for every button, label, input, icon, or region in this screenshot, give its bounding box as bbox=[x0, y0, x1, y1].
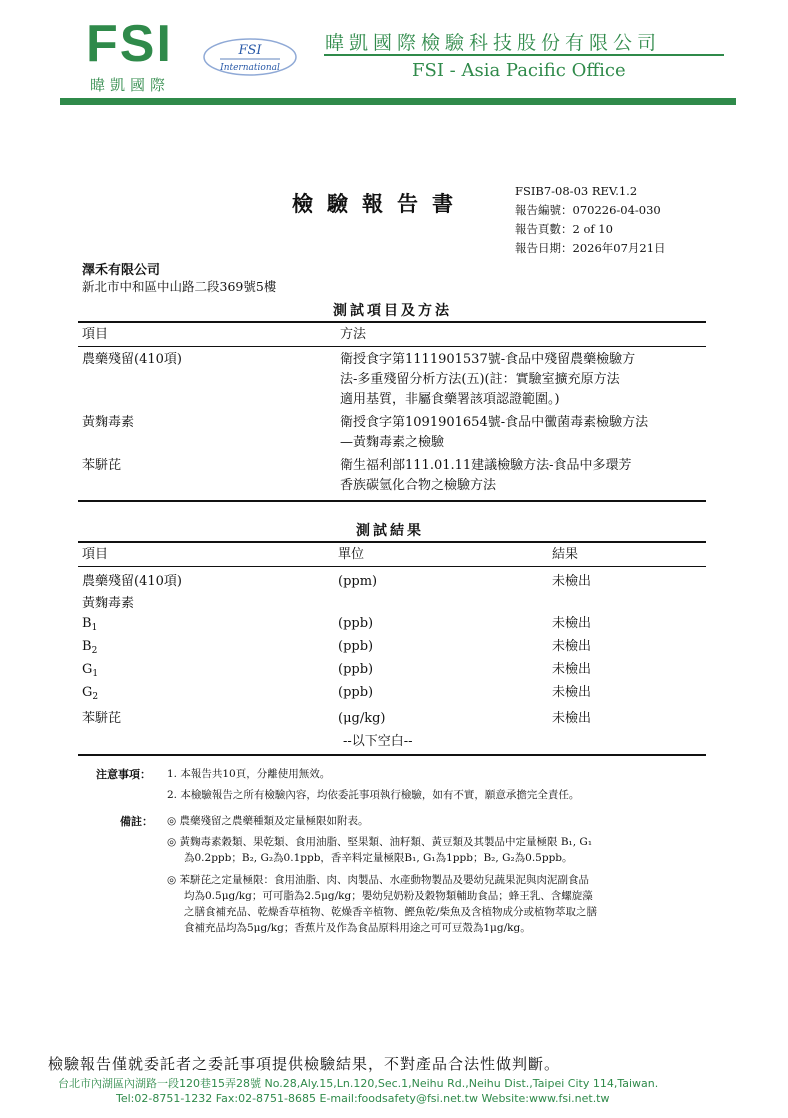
remark-aflatoxin-line-1: ◎ 黃麴毒素穀類、果乾類、食用油脂、堅果類、油籽類、黃豆類及其製品中定量極限 B₁, G₁ bbox=[167, 836, 593, 848]
methods-method-pesticide-2: 法-多重殘留分析方法(五)(註：實驗室擴充原方法 bbox=[340, 372, 620, 387]
methods-item-pesticide: 農藥殘留(410項) bbox=[82, 352, 182, 367]
results-item-b1: $B_1$ bbox=[82, 616, 98, 633]
results-header-item: 項目 bbox=[82, 547, 109, 562]
results-bottom-rule bbox=[78, 754, 706, 756]
results-item-g1: $G_1$ bbox=[82, 662, 99, 679]
intl-logo-bottom: International bbox=[220, 63, 280, 73]
results-unit-g1: (ppb) bbox=[338, 662, 374, 677]
results-item-benzopyrene: 苯駢芘 bbox=[82, 711, 122, 726]
company-name-chinese: 暐凱國際檢驗科技股份有限公司 bbox=[325, 32, 662, 54]
header-bar bbox=[60, 98, 736, 105]
methods-top-rule bbox=[78, 321, 706, 323]
results-unit-g2: (ppb) bbox=[338, 685, 374, 700]
methods-method-benzopyrene-1: 衛生福利部111.01.11建議檢驗方法-食品中多環芳 bbox=[340, 458, 632, 473]
results-value-b2: 未檢出 bbox=[552, 639, 592, 654]
company-name-english: FSI - Asia Pacific Office bbox=[412, 60, 626, 81]
results-item-b2: $B_2$ bbox=[82, 639, 98, 656]
report-pages: 報告頁數：2 of 10 bbox=[515, 222, 613, 236]
footer-contact: Tel:02-8751-1232 Fax:02-8751-8685 E-mail:foodsafety@fsi.net.tw Website:www.fsi.net.tw bbox=[116, 1092, 610, 1105]
remarks-label: 備註： bbox=[120, 815, 153, 828]
methods-header-item: 項目 bbox=[82, 327, 109, 342]
header-divider bbox=[324, 54, 724, 56]
footer-address: 台北市內湖區內湖路一段120巷15弄28號 No.28,Aly.15,Ln.120,Sec.1,Neihu Rd.,Neihu Dist.,Taipei City 114,Taiwan. bbox=[58, 1077, 659, 1090]
note-item-1: 1. 本報告共10頁，分離使用無效。 bbox=[167, 768, 331, 780]
methods-section-title: 測試項目及方法 bbox=[333, 303, 452, 319]
methods-header-method: 方法 bbox=[340, 327, 367, 342]
methods-bottom-rule bbox=[78, 500, 706, 502]
results-value-benzopyrene: 未檢出 bbox=[552, 711, 592, 726]
results-item-aflatoxin: 黃麴毒素 bbox=[82, 596, 135, 611]
intl-logo-top: FSI bbox=[238, 43, 262, 58]
fsi-logo-chinese: 暐凱國際 bbox=[90, 76, 171, 94]
results-header-unit: 單位 bbox=[338, 547, 365, 562]
footer-disclaimer: 檢驗報告僅就委託者之委託事項提供檢驗結果，不對產品合法性做判斷。 bbox=[48, 1055, 561, 1073]
results-value-g2: 未檢出 bbox=[552, 685, 592, 700]
report-date: 報告日期：2026年07月21日 bbox=[515, 241, 666, 255]
results-unit-b1: (ppb) bbox=[338, 616, 374, 631]
notes-label: 注意事項： bbox=[96, 768, 151, 781]
results-unit-pesticide: (ppm) bbox=[338, 574, 378, 589]
results-header-result: 結果 bbox=[552, 547, 579, 562]
results-unit-benzopyrene: (μg/kg) bbox=[338, 711, 386, 726]
remark-benzopyrene-line-4: 食補充品均為5μg/kg；香蕉片及作為食品原料用途之可可豆殼為1μg/kg。 bbox=[184, 922, 531, 934]
end-of-results-marker: --以下空白-- bbox=[343, 734, 413, 749]
remark-pesticide: ◎ 農藥殘留之農藥種類及定量極限如附表。 bbox=[167, 815, 369, 827]
note-item-2: 2. 本檢驗報告之所有檢驗內容，均依委託事項執行檢驗，如有不實，願意承擔完全責任。 bbox=[167, 789, 580, 801]
client-name: 澤禾有限公司 bbox=[82, 263, 161, 278]
form-revision: FSIB7-08-03 REV.1.2 bbox=[515, 184, 638, 198]
remark-benzopyrene-line-3: 之膳食補充品、乾燥香草植物、乾燥香辛植物、鰹魚乾/柴魚及含植物成分或植物萃取之膳 bbox=[184, 906, 598, 918]
methods-item-benzopyrene: 苯駢芘 bbox=[82, 458, 122, 473]
remark-aflatoxin-line-2: 為0.2ppb；B₂, G₂為0.1ppb，香辛料定量極限B₁, G₁為1ppb；B₂, G₂為0.5ppb。 bbox=[184, 852, 573, 864]
remark-benzopyrene-line-1: ◎ 苯駢芘之定量極限：食用油脂、肉、肉製品、水產動物製品及嬰幼兒蔬果泥與肉泥副食品 bbox=[167, 874, 589, 886]
report-title: 檢驗報告書 bbox=[292, 191, 467, 216]
results-header-rule bbox=[78, 566, 706, 567]
results-unit-b2: (ppb) bbox=[338, 639, 374, 654]
client-address: 新北市中和區中山路二段369號5樓 bbox=[82, 279, 277, 294]
report-number: 報告編號：070226-04-030 bbox=[515, 203, 661, 217]
fsi-logo: FSI bbox=[86, 15, 173, 73]
methods-method-pesticide-3: 適用基質，非屬食藥署該項認證範圍。) bbox=[340, 392, 560, 407]
results-top-rule bbox=[78, 541, 706, 543]
fsi-international-logo bbox=[202, 37, 298, 77]
methods-method-aflatoxin-1: 衛授食字第1091901654號-食品中黴菌毒素檢驗方法 bbox=[340, 415, 649, 430]
results-value-b1: 未檢出 bbox=[552, 616, 592, 631]
results-section-title: 測試結果 bbox=[356, 523, 424, 539]
results-item-g2: $G_2$ bbox=[82, 685, 99, 702]
results-value-g1: 未檢出 bbox=[552, 662, 592, 677]
remark-benzopyrene-line-2: 均為0.5μg/kg；可可脂為2.5μg/kg；嬰幼兒奶粉及穀物類輔助食品；蜂王乳、含螺旋藻 bbox=[184, 890, 593, 902]
results-item-pesticide: 農藥殘留(410項) bbox=[82, 574, 182, 589]
methods-method-pesticide-1: 衛授食字第1111901537號-食品中殘留農藥檢驗方 bbox=[340, 352, 636, 367]
results-value-pesticide: 未檢出 bbox=[552, 574, 592, 589]
methods-method-aflatoxin-2: —黃麴毒素之檢驗 bbox=[340, 435, 445, 450]
methods-method-benzopyrene-2: 香族碳氫化合物之檢驗方法 bbox=[340, 478, 497, 493]
methods-header-rule bbox=[78, 346, 706, 347]
methods-item-aflatoxin: 黃麴毒素 bbox=[82, 415, 135, 430]
